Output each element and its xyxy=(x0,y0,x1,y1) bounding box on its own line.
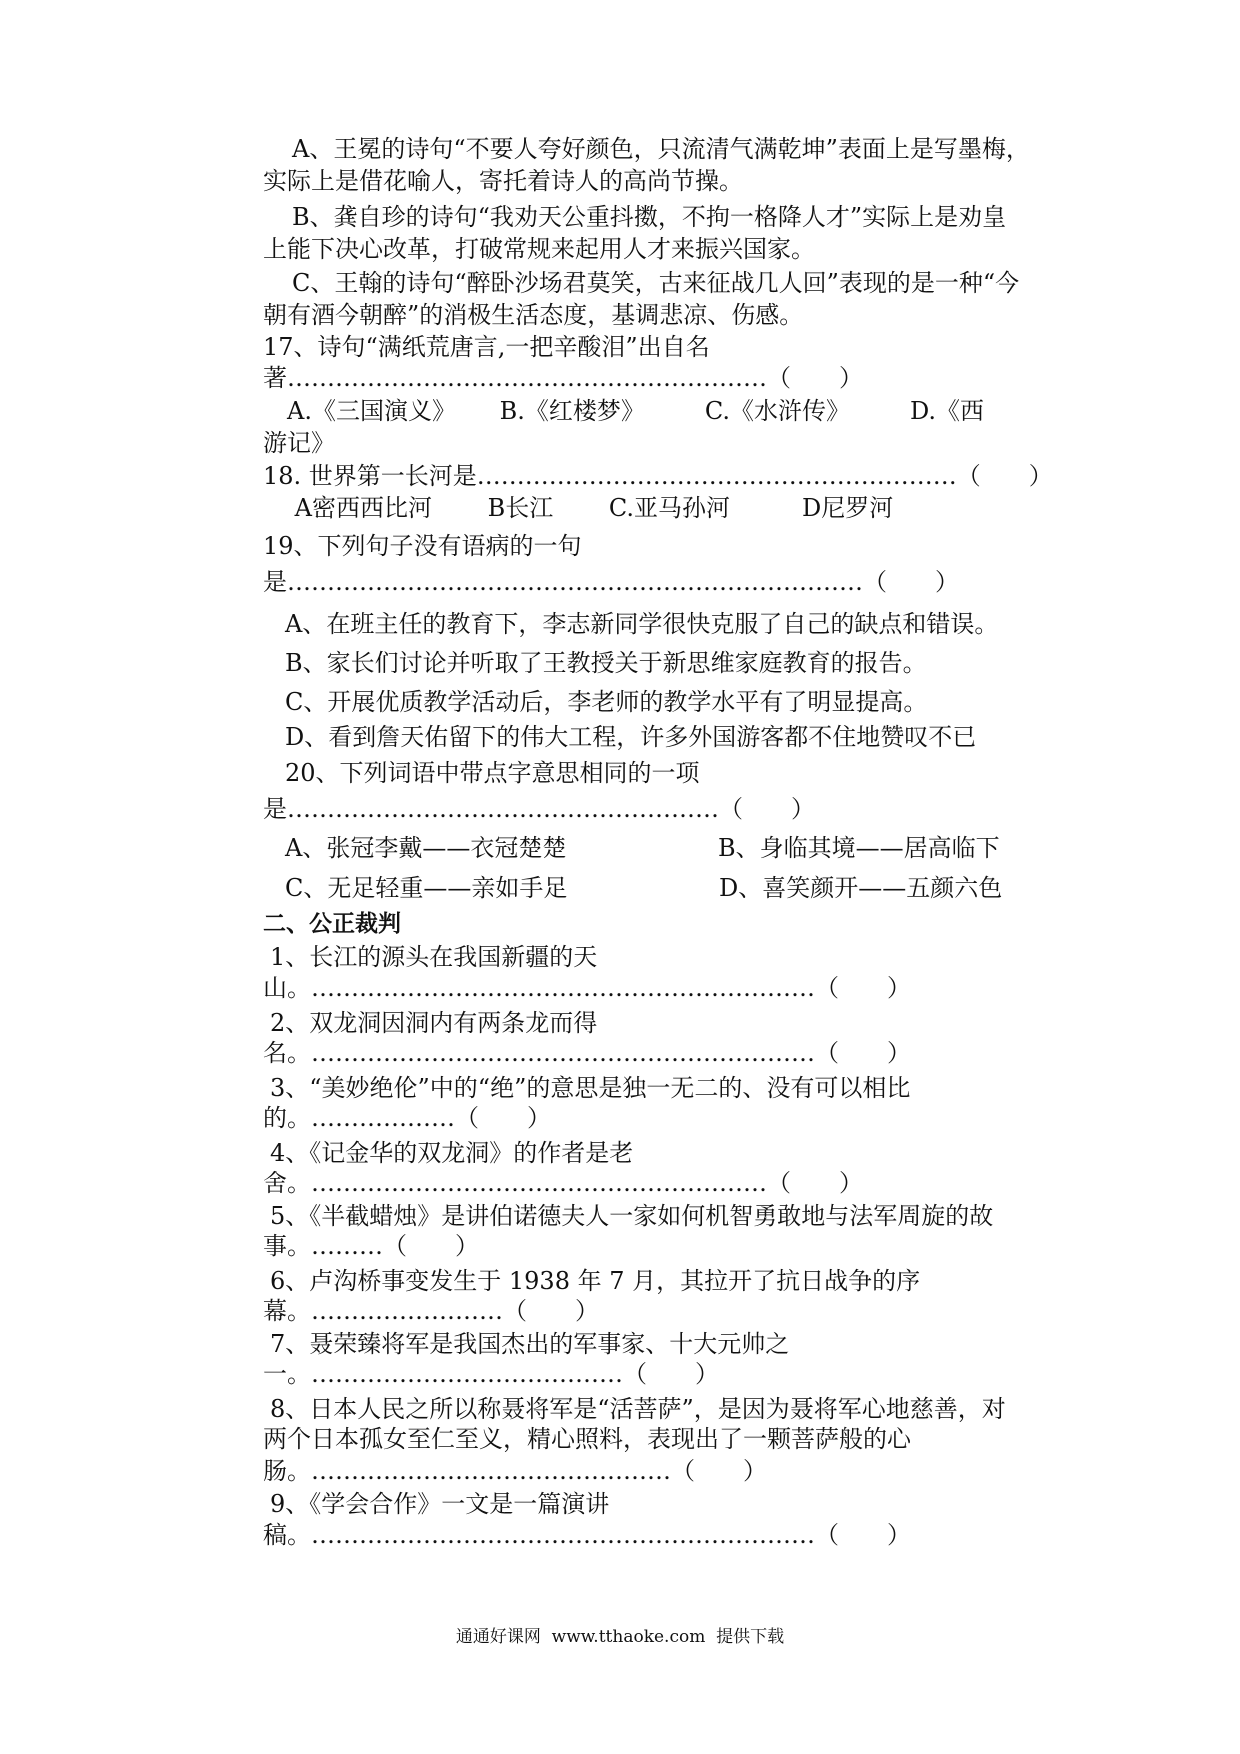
text-line: 舍。…………………………………………………（ ） xyxy=(263,1169,863,1197)
text-line: 稿。………………………………………………………（ ） xyxy=(263,1521,911,1549)
text-line: 两个日本孤女至仁至义，精心照料，表现出了一颗菩萨般的心 xyxy=(263,1425,911,1453)
text-line: 朝有酒今朝醉”的消极生活态度，基调悲凉、伤感。 xyxy=(263,301,804,329)
text-line: 20、下列词语中带点字意思相同的一项 xyxy=(285,759,700,787)
text-line: A、在班主任的教育下，李志新同学很快克服了自己的缺点和错误。 xyxy=(285,610,999,638)
text-line: 事。………（ ） xyxy=(263,1232,479,1260)
text-line: 的。………………（ ） xyxy=(263,1104,551,1132)
text-line: 6、卢沟桥事变发生于 1938 年 7 月，其拉开了抗日战争的序 xyxy=(270,1267,921,1295)
text-line: B、龚自珍的诗句“我劝天公重抖擞，不拘一格降人才”实际上是劝皇 xyxy=(292,203,1007,231)
text-line: 肠。………………………………………（ ） xyxy=(263,1457,767,1485)
text-line: 是………………………………………………………………（ ） xyxy=(263,568,959,596)
text-line: D、看到詹天佑留下的伟大工程，许多外国游客都不住地赞叹不已 xyxy=(285,723,977,751)
text-line: 游记》 xyxy=(263,429,335,457)
text-line: A密西西比河 B长江 C.亚马孙河 D尼罗河 xyxy=(263,494,894,522)
text-line: 9、《学会合作》一文是一篇演讲 xyxy=(270,1490,610,1518)
text-line: 山。………………………………………………………（ ） xyxy=(263,974,911,1002)
text-line: 18. 世界第一长河是……………………………………………………（ ） xyxy=(263,462,1053,490)
text-line: 著……………………………………………………（ ） xyxy=(263,364,863,392)
text-line: 4、《记金华的双龙洞》的作者是老 xyxy=(270,1139,634,1167)
text-line: C、无足轻重——亲如手足 D、喜笑颜开——五颜六色 xyxy=(285,874,1003,902)
text-line: A.《三国演义》 B.《红楼梦》 C.《水浒传》 D.《西 xyxy=(263,397,985,425)
section-heading: 二、公正裁判 xyxy=(263,911,401,937)
text-line: 3、“美妙绝伦”中的“绝”的意思是独一无二的、没有可以相比 xyxy=(270,1074,911,1102)
text-line: 19、下列句子没有语病的一句 xyxy=(263,532,582,560)
text-line: 幕。……………………（ ） xyxy=(263,1297,599,1325)
text-line: 5、《半截蜡烛》是讲伯诺德夫人一家如何机智勇敢地与法军周旋的故 xyxy=(270,1202,994,1230)
text-line: 1、长江的源头在我国新疆的天 xyxy=(270,943,598,971)
text-line: 是………………………………………………（ ） xyxy=(263,795,815,823)
text-line: 实际上是借花喻人，寄托着诗人的高尚节操。 xyxy=(263,167,743,195)
text-line: 17、诗句“满纸荒唐言,一把辛酸泪”出自名 xyxy=(263,333,710,361)
text-line: A、王冕的诗句“不要人夸好颜色，只流清气满乾坤”表面上是写墨梅， xyxy=(292,135,1030,163)
text-line: 一。…………………………………（ ） xyxy=(263,1360,719,1388)
text-line: 8、日本人民之所以称聂将军是“活菩萨”，是因为聂将军心地慈善，对 xyxy=(270,1395,1006,1423)
text-line: C、开展优质教学活动后，李老师的教学水平有了明显提高。 xyxy=(285,688,928,716)
text-line: 名。………………………………………………………（ ） xyxy=(263,1039,911,1067)
text-line: 7、聂荣臻将军是我国杰出的军事家、十大元帅之 xyxy=(270,1330,790,1358)
text-line: 2、双龙洞因洞内有两条龙而得 xyxy=(270,1009,598,1037)
text-line: B、家长们讨论并听取了王教授关于新思维家庭教育的报告。 xyxy=(285,649,927,677)
text-line: C、王翰的诗句“醉卧沙场君莫笑，古来征战几人回”表现的是一种“今 xyxy=(292,269,1020,297)
text-line: 上能下决心改革，打破常规来起用人才来振兴国家。 xyxy=(263,235,815,263)
text-line: A、张冠李戴——衣冠楚楚 B、身临其境——居高临下 xyxy=(285,834,1000,862)
page-footer: 通通好课网 www.tthaoke.com 提供下载 xyxy=(455,1627,785,1647)
